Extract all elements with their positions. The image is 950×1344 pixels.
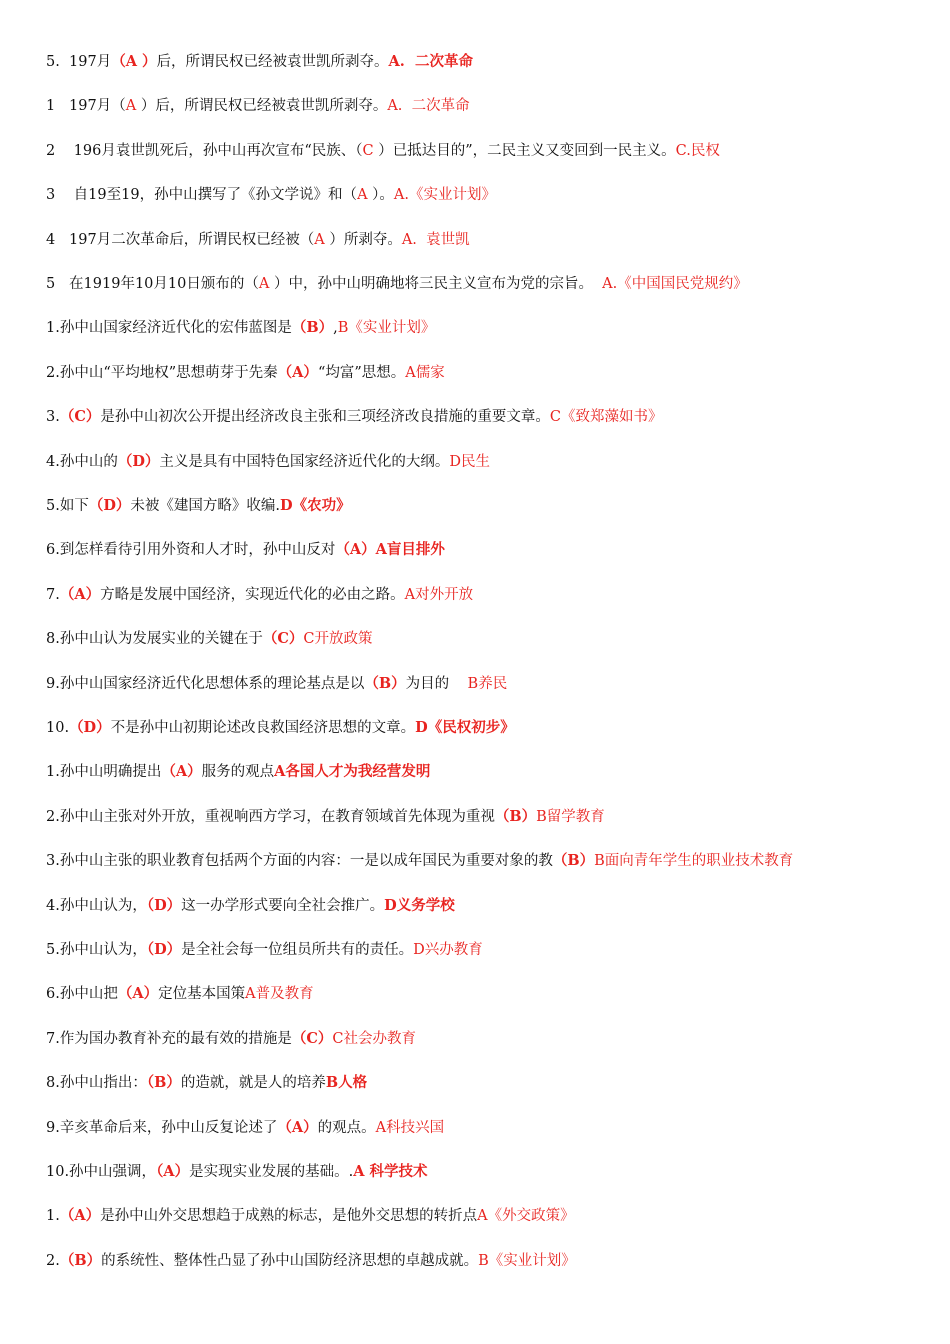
answer-text: D义务学校 [384,896,455,914]
answer-text: （A） [59,585,101,603]
question-line [46,494,926,518]
question-line [46,805,926,829]
question-text: 2.孙中山主张对外开放，重视响西方学习，在教育领域首先体现为重视 [46,808,495,825]
question-line [46,672,926,696]
question-text: ）后，所谓民权已经被袁世凯所剥夺。 [136,98,388,115]
question-text: “均富”思想。 [317,364,406,381]
question-line [46,94,926,118]
question-text: 5 在1919年10月10日颁布的（ [46,276,259,292]
question-line [46,183,926,207]
question-text: 方略是发展中国经济，实现近代化的必由之路。 [100,586,405,603]
answer-text: A. 二次革命 [388,53,473,70]
question-line [46,1027,926,1051]
question-text: 4.孙中山的 [46,453,118,470]
question-text: 是全社会每一位组员所共有的责任。 [181,942,414,958]
answer-text: （A ） [111,53,157,70]
question-line [46,272,926,296]
question-text: 4 197月二次革命后，所谓民权已经被（ [46,231,315,248]
answer-text: A对外开放 [404,586,474,603]
answer-text: （B） [291,319,334,337]
question-text: 2. [46,1252,60,1269]
answer-text: （A） [277,1118,318,1136]
question-text: 1.孙中山明确提出 [46,764,162,781]
answer-text: B人格 [325,1074,368,1092]
answer-text: （D） [88,497,131,514]
answer-text: （A） [161,763,202,781]
question-text: 7.作为国办教育补充的最有效的措施是 [46,1030,292,1047]
question-text: 6.孙中山把 [46,986,118,1003]
question-text: 1.孙中山国家经济近代化的宏伟蓝图是 [46,320,292,337]
answer-text: A [357,187,368,204]
question-line [46,982,926,1006]
answer-text: （A）A盲目排外 [335,541,445,559]
answer-text: D《农功》 [280,497,351,514]
question-line [46,538,926,562]
question-line [46,627,926,651]
answer-text: D民生 [449,453,491,470]
question-line [46,450,926,474]
answer-text: （A） [59,1207,101,1225]
answer-text: B《实业计划》 [478,1252,576,1269]
answer-text: A普及教育 [245,986,314,1003]
question-text: , [333,320,338,337]
answer-text: D兴办教育 [413,942,483,958]
question-text: 3.孙中山主张的职业教育包括两个方面的内容：一是以成年国民为重要对象的教 [46,853,553,870]
question-text: 5.如下 [46,498,89,514]
question-line [46,716,926,740]
question-line [46,1249,926,1273]
question-line [46,316,926,340]
question-text: 10. [46,720,70,736]
question-text: 是孙中山初次公开提出经济改良主张和三项经济改良措施的重要文章。 [100,409,550,426]
question-text: 8.孙中山认为发展实业的关键在于 [46,631,263,648]
question-text: 是实现实业发展的基础。. [189,1164,354,1180]
question-line [46,894,926,918]
question-text: 6.到怎样看待引用外资和人才时，孙中山反对 [46,542,336,559]
answer-text: C [362,142,374,159]
question-text: 主义是具有中国特色国家经济近代化的大纲。 [159,453,450,470]
question-text: 3 自19至19，孙中山撰写了《孙文学说》和（ [46,187,358,204]
answer-text: （D） [146,896,182,914]
question-text: ）中，孙中山明确地将三民主义宣布为党的宗旨。 [269,276,603,292]
question-text: 2.孙中山“平均地权”思想萌芽于先秦 [46,364,278,381]
question-line [46,50,926,74]
answer-text: A科技兴国 [375,1119,445,1136]
question-text: 是孙中山外交思想趋于成熟的标志，是他外交思想的转折点 [100,1208,478,1225]
answer-text: （B） [146,1074,181,1092]
question-line [46,361,926,385]
answer-text: （B） [494,807,537,825]
question-text: ）已抵达目的”，二民主义又变回到一民主义。 [373,142,676,159]
answer-text: A《外交政策》 [477,1208,575,1225]
question-text: 3. [46,409,60,426]
question-text: ）所剥夺。 [324,231,402,248]
question-text: 4.孙中山认为， [46,897,147,914]
question-text: 的观点。 [317,1119,376,1136]
answer-text: （D） [117,452,160,470]
question-text: 的造就，就是人的培养 [180,1075,326,1092]
question-text: 的系统性、整体性凸显了孙中山国防经济思想的卓越成就。 [101,1252,479,1269]
question-text: 这一办学形式要向全社会推广。 [181,897,385,914]
answer-text: （C） [59,408,101,426]
answer-text: （A） [277,363,318,381]
answer-text: A儒家 [405,364,445,381]
question-text: 9.辛亥革命后来，孙中山反复论述了 [46,1119,278,1136]
question-text: 未被《建国方略》收编. [130,498,281,514]
answer-text: A [314,231,325,248]
question-text: ）。 [367,187,394,204]
answer-text: （D） [146,941,182,958]
answer-text: A [258,276,270,292]
answer-text: A各国人才为我经营发明 [274,763,431,781]
question-text: 10.孙中山强调， [46,1164,157,1180]
answer-text: B面向青年学生的职业技术教育 [594,853,794,870]
question-line [46,1204,926,1228]
answer-text: A [125,98,137,115]
question-line [46,583,926,607]
answer-text: B《实业计划》 [337,320,436,337]
answer-text: （B） [364,674,406,692]
question-text: 7. [46,586,60,603]
question-line [46,139,926,163]
answer-text: （C） [291,1029,333,1047]
question-text: 1 197月（ [46,98,126,115]
question-line [46,849,926,873]
answer-text: C社会办教育 [332,1030,416,1047]
question-text: 定位基本国策 [158,986,246,1003]
question-line [46,405,926,429]
answer-text: （A） [156,1163,190,1180]
question-text: 9.孙中山国家经济近代化思想体系的理论基点是以 [46,675,365,692]
answer-text: C.民权 [675,142,720,159]
answer-text: A 科学技术 [353,1163,428,1180]
answer-text: A.《实业计划》 [393,187,496,204]
answer-text: （B） [59,1251,102,1269]
answer-text: C《致郑藻如书》 [549,409,663,426]
question-line [46,1116,926,1140]
question-line [46,228,926,252]
question-text: 5.孙中山认为， [46,942,147,958]
question-text: 服务的观点 [201,764,275,781]
answer-text: D《民权初步》 [415,719,515,736]
answer-text: A.《中国国民党规约》 [602,276,748,292]
answer-text: B养民 [467,675,508,692]
answer-text: （A） [117,985,159,1003]
answer-text: A. 袁世凯 [401,231,470,248]
answer-text: C开放政策 [303,631,373,648]
answer-text: （B） [552,852,595,870]
question-line [46,1071,926,1095]
question-text: 1. [46,1208,60,1225]
answer-text: A. 二次革命 [387,98,470,115]
question-text: 5. 197月 [46,54,112,70]
question-text: 2 196月袁世凯死后，孙中山再次宣布“民族、（ [46,142,363,159]
answer-text: （C） [262,630,304,648]
question-text: 后，所谓民权已经被袁世凯所剥夺。 [156,54,389,70]
question-text: 8.孙中山指出： [46,1075,147,1092]
answer-text: B留学教育 [536,808,605,825]
question-line [46,760,926,784]
question-line [46,938,926,962]
question-text: 为目的 [405,675,468,692]
question-text: 不是孙中山初期论述改良救国经济思想的文章。 [110,720,416,736]
answer-text: （D） [69,719,111,736]
question-line [46,1160,926,1184]
